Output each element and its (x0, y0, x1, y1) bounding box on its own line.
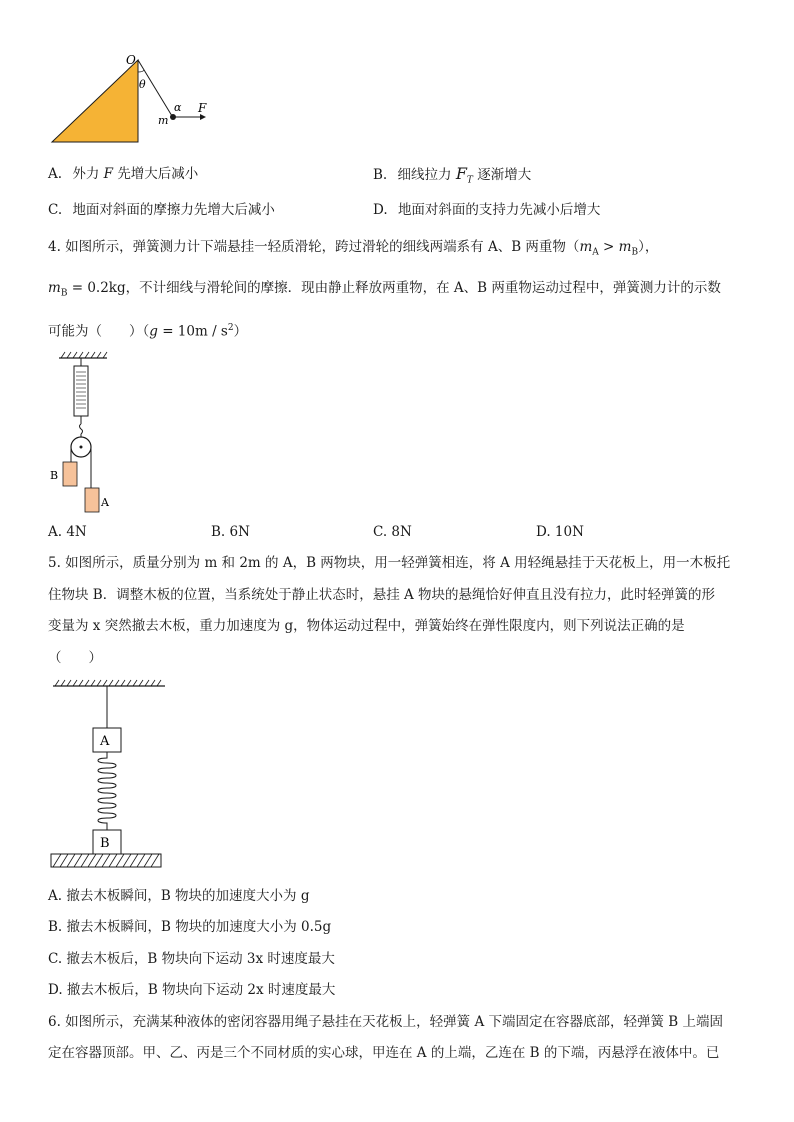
block-a (85, 488, 99, 512)
q5-option-d: D. 撤去木板后，B 物块向下运动 2x 时速度最大 (48, 982, 336, 998)
q5-figure (45, 676, 170, 872)
q4-option-a: A. 4N (48, 524, 87, 540)
q6-line-1: 6. 如图所示，充满某种液体的密闭容器用绳子悬挂在天花板上，轻弹簧 A 下端固定在容器底部，轻弹簧 B 上端固 (48, 1014, 724, 1030)
label-block-b: B (50, 469, 59, 482)
q5-option-b: B. 撤去木板瞬间，B 物块的加速度大小为 0.5g (48, 919, 332, 935)
spring-coil (98, 752, 116, 830)
label-block-b: B (100, 836, 110, 851)
incline-triangle (52, 60, 138, 142)
q4-line-1: 4. 如图所示，弹簧测力计下端悬挂一轻质滑轮，跨过滑轮的细线两端系有 A、B 两重物$(m_A > m_B)$， (48, 239, 659, 258)
q6-line-2: 定在容器顶部。甲、乙、丙是三个不同材质的实心球，甲连在 A 的上端，乙连在 B 的下端，丙悬浮在液体中。已 (48, 1045, 720, 1061)
q3-figure (40, 50, 230, 150)
q4-line-2: $m_B = 0.2kg$，不计细线与滑轮间的摩擦．现由静止释放两重物，在 A、B 两重物运动过程中，弹簧测力计的示数 (48, 280, 721, 299)
q5-line-2: 住物块 B．调整木板的位置，当系统处于静止状态时，悬挂 A 物块的悬绳恰好伸直且没有拉力，此时轻弹簧的形 (48, 587, 716, 603)
q4-figure (45, 348, 125, 516)
label-F: F (198, 101, 207, 115)
pulley-axle (80, 446, 83, 449)
spring-scale (74, 366, 88, 416)
theta-arc (138, 70, 144, 72)
q3-option-c: C. 地面对斜面的摩擦力先增大后减小 (48, 202, 275, 218)
q5-option-a: A. 撤去木板瞬间，B 物块的加速度大小为 g (48, 888, 310, 904)
q3-option-a: A. 外力 F 先增大后减小 (48, 166, 199, 182)
q5-option-c: C. 撤去木板后，B 物块向下运动 3x 时速度最大 (48, 951, 335, 967)
q4-option-b: B. 6N (211, 524, 250, 540)
q4-line-3: 可能为（ ）$(g = 10m / s^2)$ (48, 323, 248, 340)
label-m: m (158, 114, 169, 127)
q4-option-d: D. 10N (536, 524, 584, 540)
q3-option-d: D. 地面对斜面的支持力先减小后增大 (373, 202, 601, 218)
label-theta: θ (139, 78, 146, 91)
label-block-a: A (101, 496, 109, 509)
q4-option-c: C. 8N (373, 524, 412, 540)
label-O: O (126, 53, 136, 67)
q5-line-3: 变量为 x 突然撤去木板，重力加速度为 g，物体运动过程中，弹簧始终在弹性限度内，则下列说法正确的是 (48, 618, 685, 634)
ceiling-hatch (55, 680, 161, 686)
q5-line-4: （ ） (48, 650, 102, 666)
label-block-a: A (100, 734, 110, 749)
block-b (63, 462, 77, 486)
scale-hook (80, 424, 83, 434)
ceiling-hatch (61, 352, 107, 358)
q3-option-b: B. 细线拉力 $F_T$ 逐渐增大 (373, 164, 532, 186)
label-alpha: α (174, 101, 182, 114)
q5-line-1: 5. 如图所示，质量分别为 m 和 2m 的 A，B 两物块，用一轻弹簧相连，将 A 用轻绳悬挂于天花板上，用一木板托 (48, 555, 731, 571)
